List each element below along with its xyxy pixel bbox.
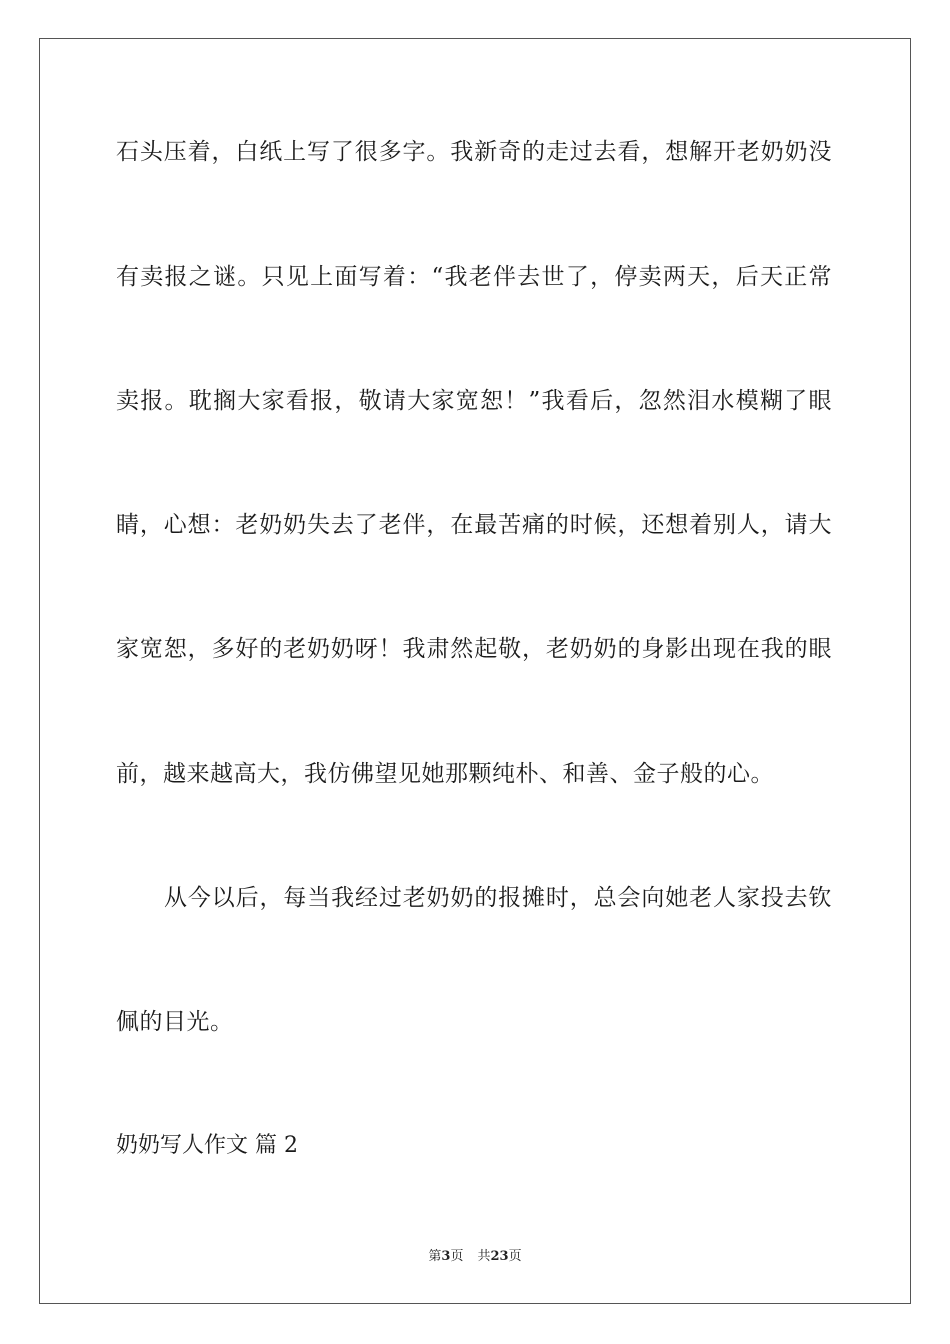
- body-text-line: 卖报。耽搁大家看报，敬请大家宽恕！”我看后，忽然泪水模糊了眼: [116, 388, 832, 414]
- body-text-line: 有卖报之谜。只见上面写着：“我老伴去世了，停卖两天，后天正常: [116, 264, 832, 290]
- body-text-line: 睛，心想：老奶奶失去了老伴，在最苦痛的时候，还想着别人，请大: [116, 512, 832, 538]
- body-text-line: 佩的目光。: [116, 1009, 234, 1035]
- section-heading: 奶奶写人作文 篇 2: [116, 1133, 298, 1158]
- page-suffix: 页: [450, 1249, 464, 1264]
- total-prefix: 共: [477, 1249, 491, 1264]
- page-prefix: 第: [428, 1249, 442, 1264]
- body-text-line: 石头压着，白纸上写了很多字。我新奇的走过去看，想解开老奶奶没: [116, 139, 832, 165]
- body-text-line: 前，越来越高大，我仿佛望见她那颗纯朴、和善、金子般的心。: [116, 761, 774, 787]
- page-current: 3: [441, 1249, 451, 1264]
- page-footer: [0, 1248, 950, 1266]
- page-border: [39, 38, 911, 1304]
- paragraph-first-line: 从今以后，每当我经过老奶奶的报摊时，总会向她老人家投去钦: [164, 885, 832, 911]
- page-total: 23: [490, 1249, 509, 1264]
- body-text-line: 家宽恕，多好的老奶奶呀！我肃然起敬，老奶奶的身影出现在我的眼: [116, 636, 832, 662]
- total-suffix: 页: [508, 1249, 522, 1264]
